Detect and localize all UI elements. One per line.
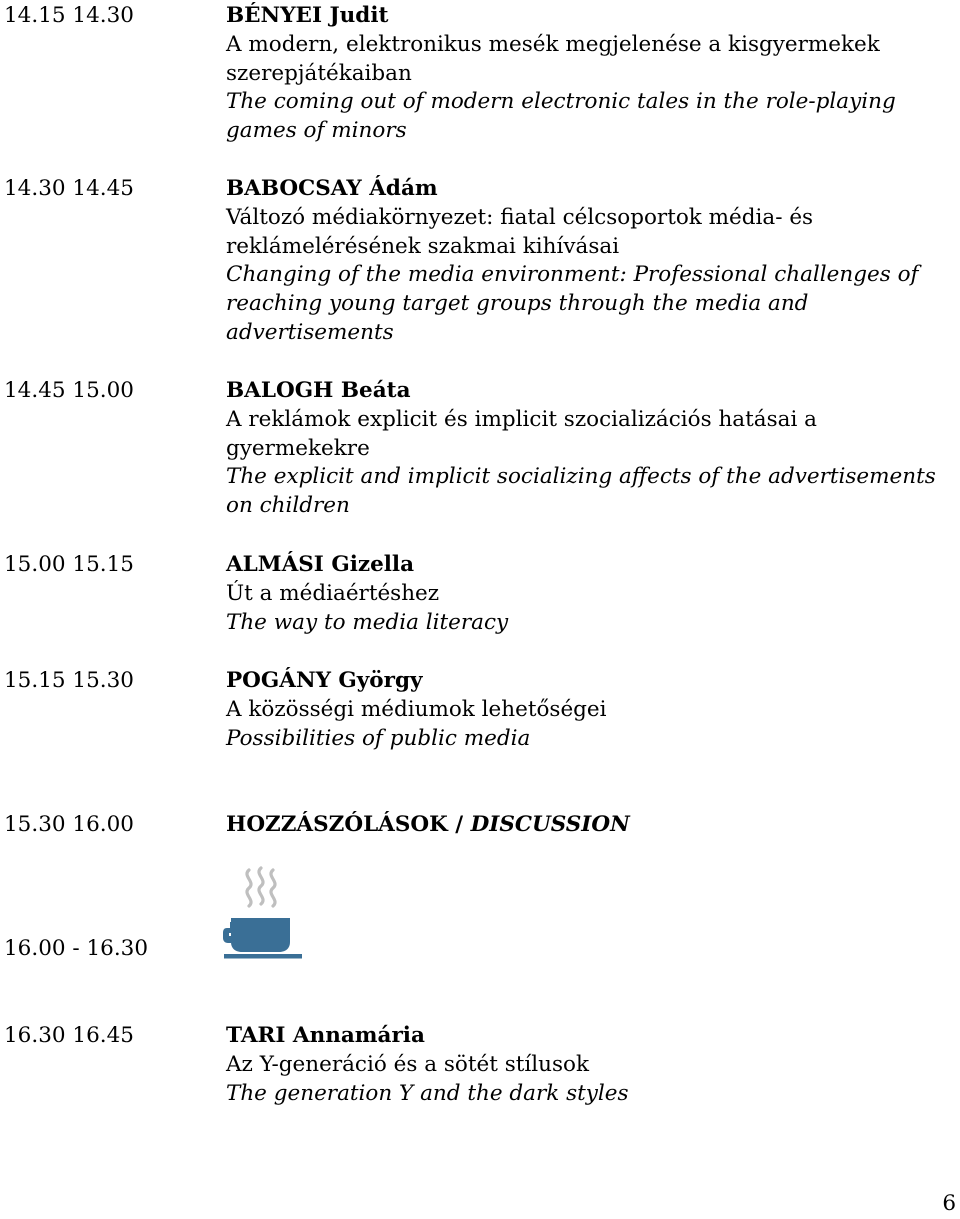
speaker-name: TARI Annamária [226,1023,425,1048]
session-time: 15.00 15.15 [4,552,134,577]
talk-title-hungarian: A modern, elektronikus mesék megjelenése a kisgyermekek szerepjátékaiban [226,31,880,86]
speaker-name: ALMÁSI Gizella [226,552,415,577]
discussion-label-hungarian: HOZZÁSZÓLÁSOK / [226,812,464,837]
session-content [226,1022,956,1108]
session-time: 14.15 14.30 [4,3,134,28]
discussion-label-english: DISCUSSION [470,812,630,837]
talk-title-english: The explicit and implicit socializing affects of the advertisements on children [226,464,936,519]
session-time: 15.15 15.30 [4,668,134,693]
coffee-cup-icon [222,866,304,960]
talk-title-english: The way to media literacy [226,609,509,635]
talk-title-hungarian: A közösségi médiumok lehetőségei [226,696,607,722]
speaker-name: BABOCSAY Ádám [226,176,438,201]
talk-title-hungarian: Az Y-generáció és a sötét stílusok [226,1051,589,1077]
speaker-name: BÉNYEI Judit [226,3,389,28]
talk-title-english: Changing of the media environment: Professional challenges of reaching young target groups through the media and advertisements [226,262,919,345]
talk-title-hungarian: Változó médiakörnyezet: fiatal célcsoportok média- és reklámelérésének szakmai kihívásai [226,204,814,259]
session-content [226,667,956,753]
talk-title-english: The coming out of modern electronic tales in the role-playing games of minors [226,89,896,144]
session-time: 14.30 14.45 [4,176,134,201]
session-time: 15.30 16.00 [4,812,134,837]
session-content [226,2,956,146]
talk-title-hungarian: Út a médiaértéshez [226,580,440,606]
talk-title-english: The generation Y and the dark styles [226,1080,629,1106]
talk-title-hungarian: A reklámok explicit és implicit szocializációs hatásai a gyermekekre [226,406,817,461]
session-time: 14.45 15.00 [4,378,134,403]
session-content [226,175,956,348]
speaker-name: BALOGH Beáta [226,378,411,403]
discussion-label [226,812,630,837]
page-number: 6 [942,1191,956,1216]
talk-title-english: Possibilities of public media [226,725,531,751]
session-content [226,811,956,840]
speaker-name: POGÁNY György [226,668,423,693]
session-content [226,377,956,521]
session-time: 16.00 - 16.30 [4,936,149,961]
session-time: 16.30 16.45 [4,1023,134,1048]
session-content [226,551,956,637]
